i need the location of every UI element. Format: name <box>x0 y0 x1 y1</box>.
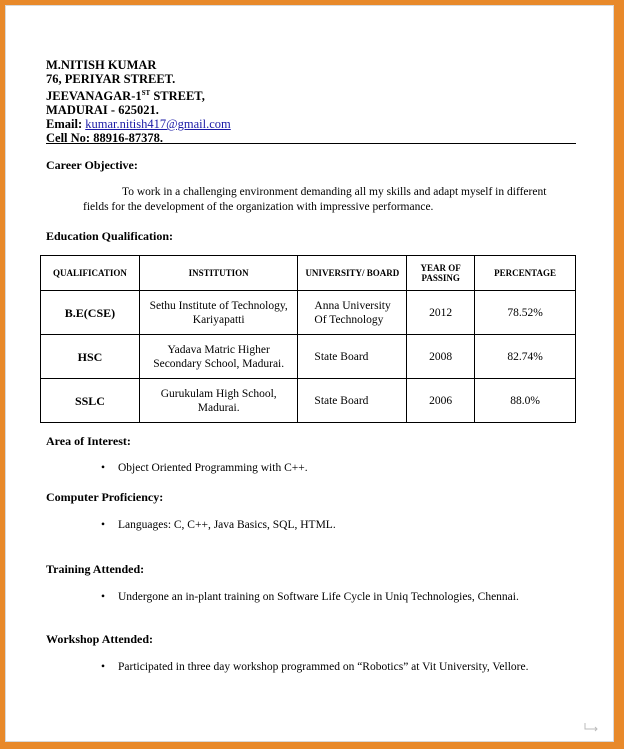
qualification-cell: SSLC <box>41 379 140 423</box>
year-cell: 2012 <box>407 291 475 335</box>
column-header: INSTITUTION <box>139 256 298 291</box>
area-of-interest-title: Area of Interest: <box>46 434 131 448</box>
candidate-name: M.NITISH KUMAR <box>46 58 157 72</box>
qualification-cell: HSC <box>41 335 140 379</box>
career-objective-line-2: fields for the development of the organization with impressive performance. <box>83 201 434 213</box>
career-objective-line-1: To work in a challenging environment demanding all my skills and adapt myself in different <box>122 186 547 198</box>
contact-block <box>46 58 346 145</box>
list-item: • Participated in three day workshop programmed on “Robotics” at Vit University, Vellore. <box>101 661 529 673</box>
address-line-2: JEEVANAGAR-1ST STREET, <box>46 89 205 103</box>
university-cell: State Board <box>298 379 407 423</box>
table-row <box>41 379 576 423</box>
training-title: Training Attended: <box>46 562 145 576</box>
header-divider <box>46 143 576 144</box>
percentage-cell: 78.52% <box>475 291 576 335</box>
email-line: Email: kumar.nitish417@gmail.com <box>46 117 231 131</box>
table-row <box>41 335 576 379</box>
bullet-icon: • <box>101 462 106 474</box>
table-row <box>41 291 576 335</box>
resume-page <box>5 5 614 742</box>
list-item: • Languages: C, C++, Java Basics, SQL, HTML. <box>101 519 336 531</box>
column-header: QUALIFICATION <box>41 256 140 291</box>
institution-cell: Yadava Matric Higher Secondary School, Madurai. <box>139 335 298 379</box>
address-line-1: 76, PERIYAR STREET. <box>46 72 176 86</box>
workshop-title: Workshop Attended: <box>46 632 154 646</box>
bullet-icon: • <box>101 661 106 673</box>
education-title: Education Qualification: <box>46 229 174 243</box>
bullet-icon: • <box>101 591 106 603</box>
page-curl-icon <box>583 721 601 733</box>
table-header-row <box>41 256 576 291</box>
year-cell: 2006 <box>407 379 475 423</box>
institution-cell: Gurukulam High School, Madurai. <box>139 379 298 423</box>
list-item: • Object Oriented Programming with C++. <box>101 462 308 474</box>
column-header: YEAR OF PASSING <box>407 256 475 291</box>
column-header: PERCENTAGE <box>475 256 576 291</box>
address-line-3: MADURAI - 625021. <box>46 103 159 117</box>
email-link[interactable]: kumar.nitish417@gmail.com <box>85 117 231 131</box>
cell-number: Cell No: 88916-87378. <box>46 131 163 145</box>
education-table <box>40 255 576 423</box>
bullet-icon: • <box>101 519 106 531</box>
year-cell: 2008 <box>407 335 475 379</box>
career-objective-title: Career Objective: <box>46 158 138 172</box>
computer-proficiency-title: Computer Proficiency: <box>46 490 164 504</box>
university-cell: State Board <box>298 335 407 379</box>
list-item: • Undergone an in-plant training on Software Life Cycle in Uniq Technologies, Chennai. <box>101 591 519 603</box>
percentage-cell: 88.0% <box>475 379 576 423</box>
qualification-cell: B.E(CSE) <box>41 291 140 335</box>
column-header: UNIVERSITY/ BOARD <box>298 256 407 291</box>
percentage-cell: 82.74% <box>475 335 576 379</box>
university-cell: Anna University Of Technology <box>298 291 407 335</box>
institution-cell: Sethu Institute of Technology, Kariyapatti <box>139 291 298 335</box>
